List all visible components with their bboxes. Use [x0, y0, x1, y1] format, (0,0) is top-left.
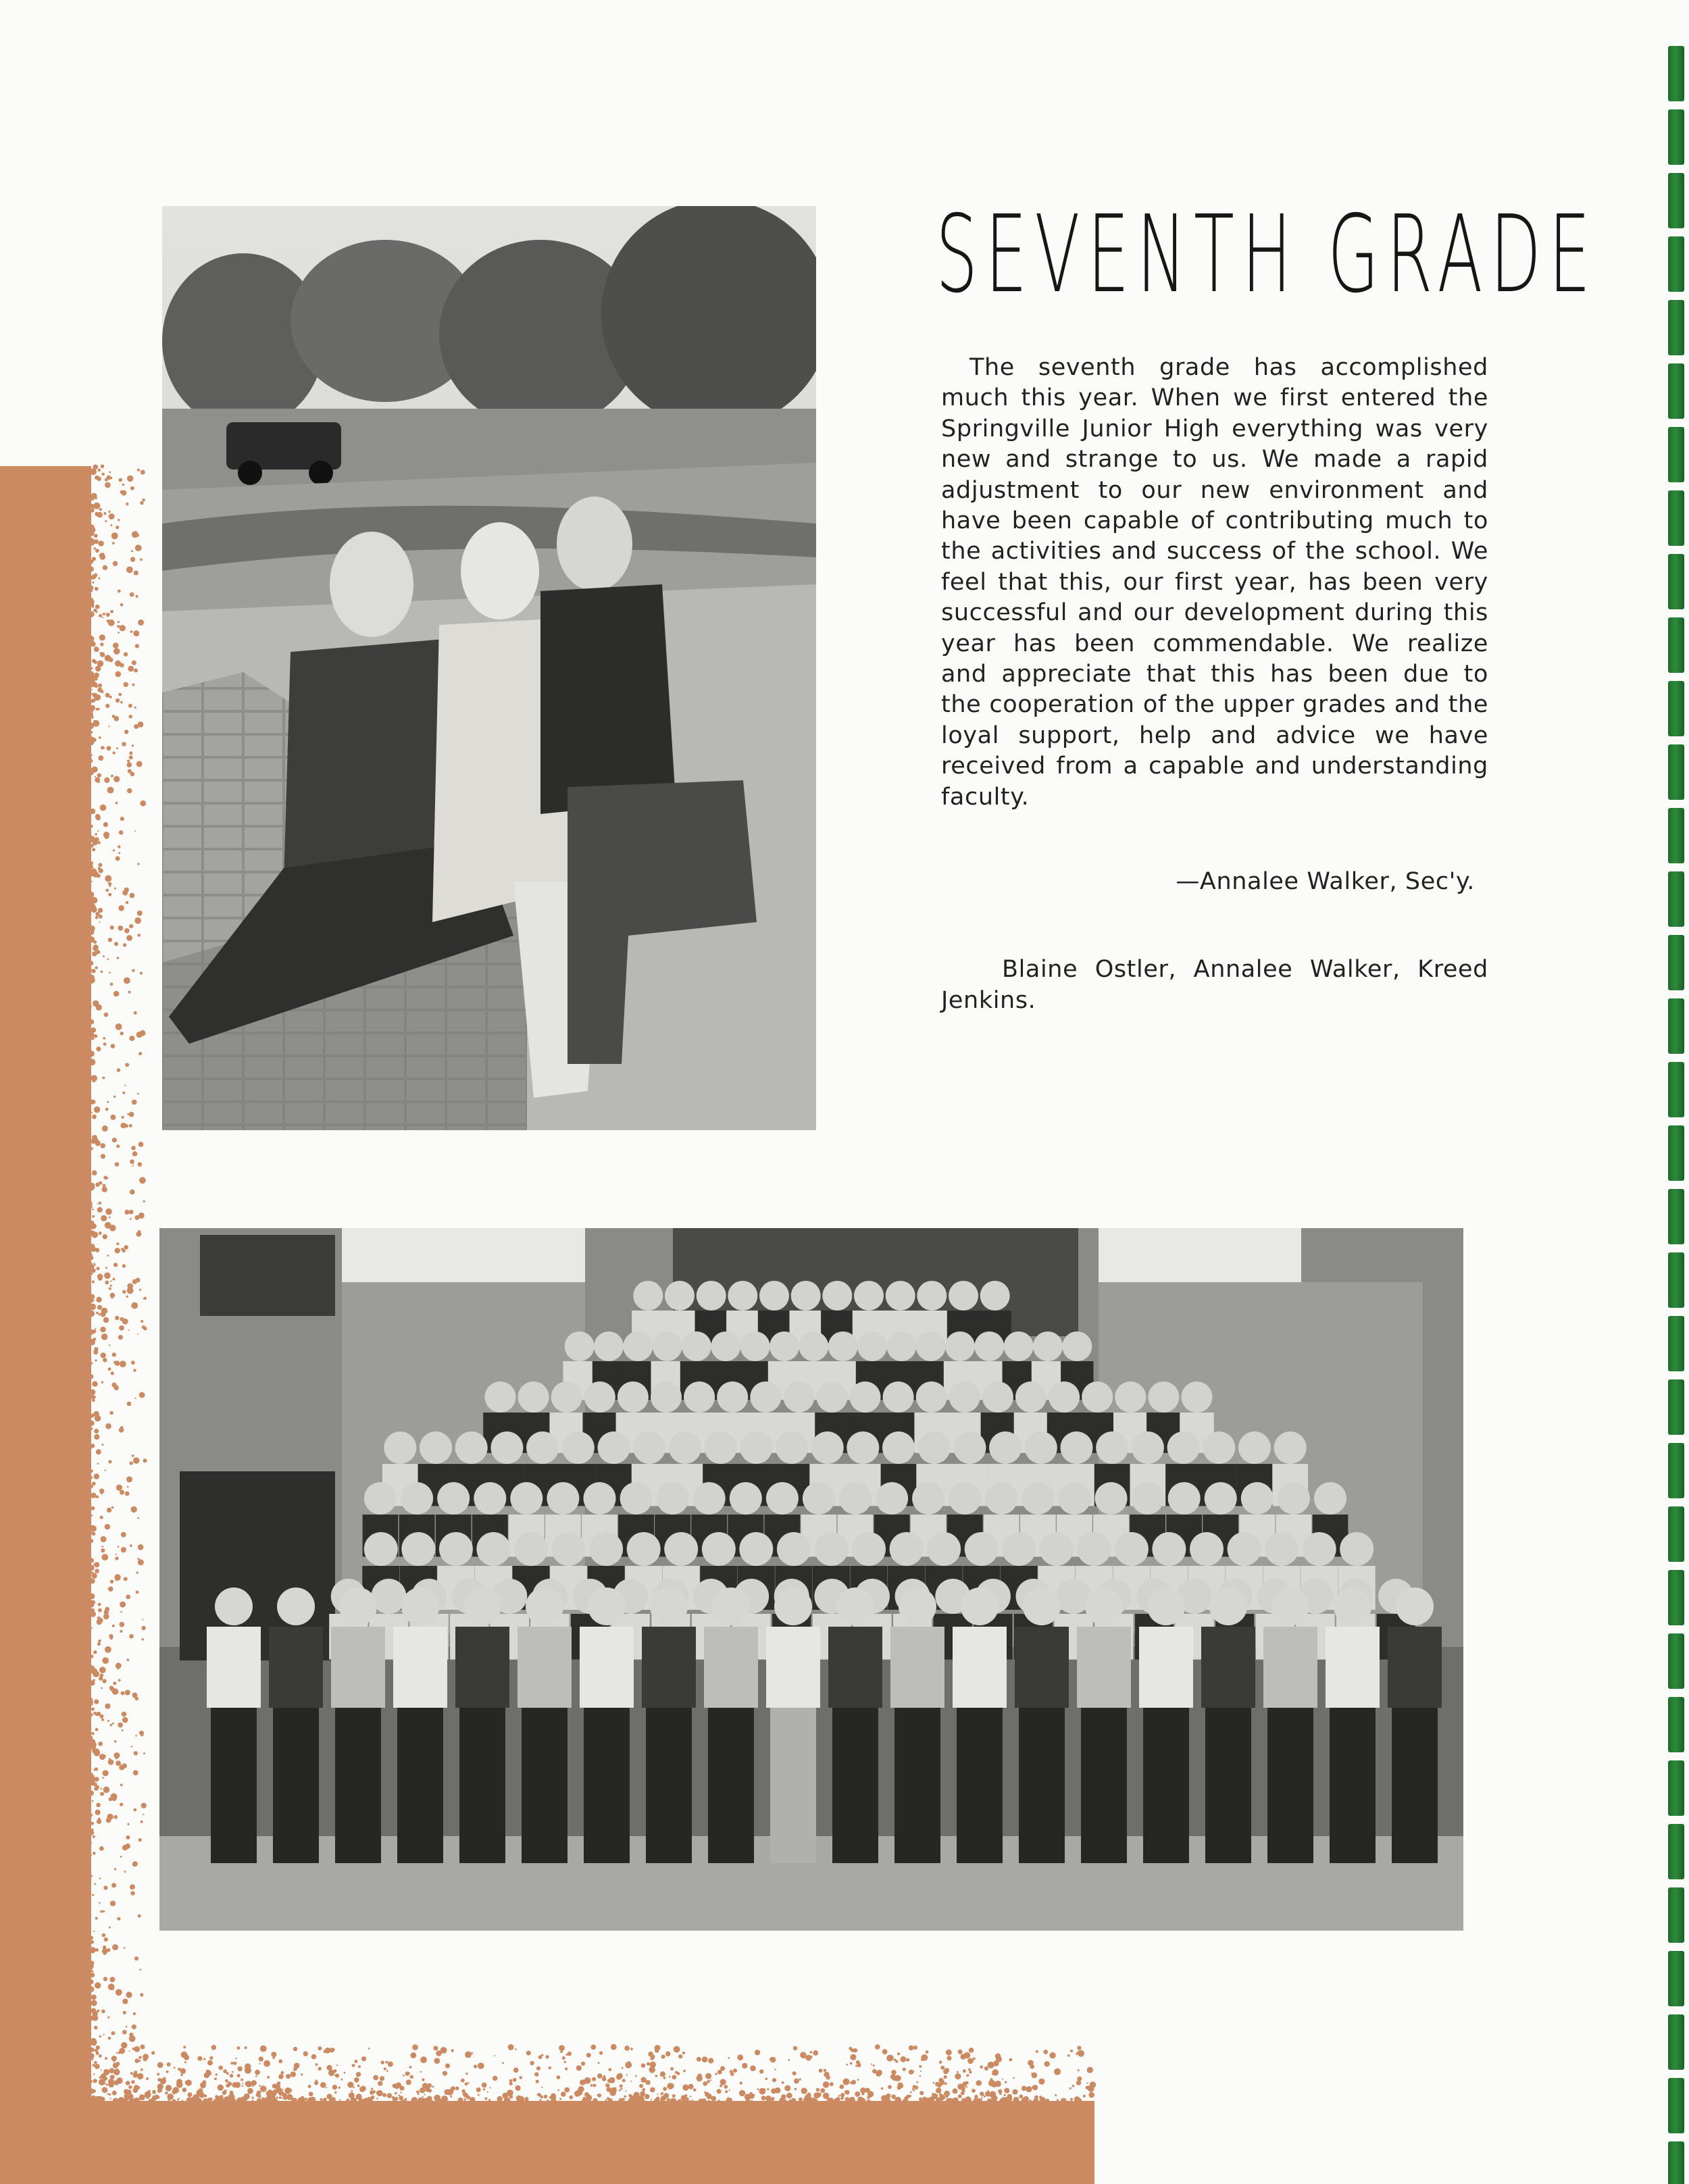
- binding-tab: [1668, 1252, 1684, 1308]
- binding-tab: [1668, 1570, 1684, 1625]
- binding-tab: [1668, 1951, 1684, 2006]
- binding-tab: [1668, 2141, 1684, 2184]
- binding-tab: [1668, 744, 1684, 800]
- binding-tab: [1668, 617, 1684, 673]
- binding-tab: [1668, 1506, 1684, 1562]
- page-title: SEVENTH GRADE: [936, 193, 1598, 317]
- binding-tab: [1668, 2014, 1684, 2070]
- orange-border-left: [0, 466, 91, 2184]
- signature: —Annalee Walker, Sec'y.: [1176, 868, 1475, 895]
- binding-tab: [1668, 173, 1684, 228]
- binding-tab: [1668, 2078, 1684, 2133]
- photo-caption: Blaine Ostler, Annalee Walker, Kreed Jenkins.: [941, 956, 1488, 1014]
- photo-three-students: [162, 206, 816, 1130]
- binding-tab: [1668, 681, 1684, 736]
- binding-tab: [1668, 554, 1684, 609]
- binding-tab: [1668, 1125, 1684, 1181]
- binding-tab: [1668, 1633, 1684, 1689]
- binding-tab: [1668, 109, 1684, 165]
- binding-tab: [1668, 808, 1684, 863]
- binding-tab: [1668, 1887, 1684, 1943]
- binding-tab: [1668, 300, 1684, 355]
- binding-tab: [1668, 1760, 1684, 1816]
- binding-tab: [1668, 46, 1684, 101]
- binding-tab: [1668, 1062, 1684, 1117]
- body-paragraph: [941, 353, 1488, 813]
- binding-tab: [1668, 236, 1684, 292]
- spiral-binding: [1659, 0, 1689, 2184]
- binding-tab: [1668, 1443, 1684, 1498]
- photo-class-group: [159, 1228, 1463, 1931]
- binding-tab: [1668, 427, 1684, 482]
- binding-tab: [1668, 1189, 1684, 1244]
- binding-tab: [1668, 871, 1684, 927]
- binding-tab: [1668, 1316, 1684, 1371]
- orange-border-bottom: [0, 2101, 1094, 2184]
- binding-tab: [1668, 1379, 1684, 1435]
- binding-tab: [1668, 935, 1684, 990]
- paragraph-text: The seventh grade has accomplished much this year. When we first entered the Springville Junior High everything was very new and strange to us. We made a rapid adjustment to our new environment and have been capable of contributing much to the activities and success of the school. We feel that this, our first year, has been very successful and our development during this year has been commendable. We realize and appreciate that this has been due to the cooperation of the upper grades and the loyal support, help and advice we have received from a capable and understanding faculty.: [941, 354, 1488, 811]
- binding-tab: [1668, 490, 1684, 546]
- binding-tab: [1668, 363, 1684, 419]
- binding-tab: [1668, 998, 1684, 1054]
- binding-tab: [1668, 1824, 1684, 1879]
- binding-tab: [1668, 1697, 1684, 1752]
